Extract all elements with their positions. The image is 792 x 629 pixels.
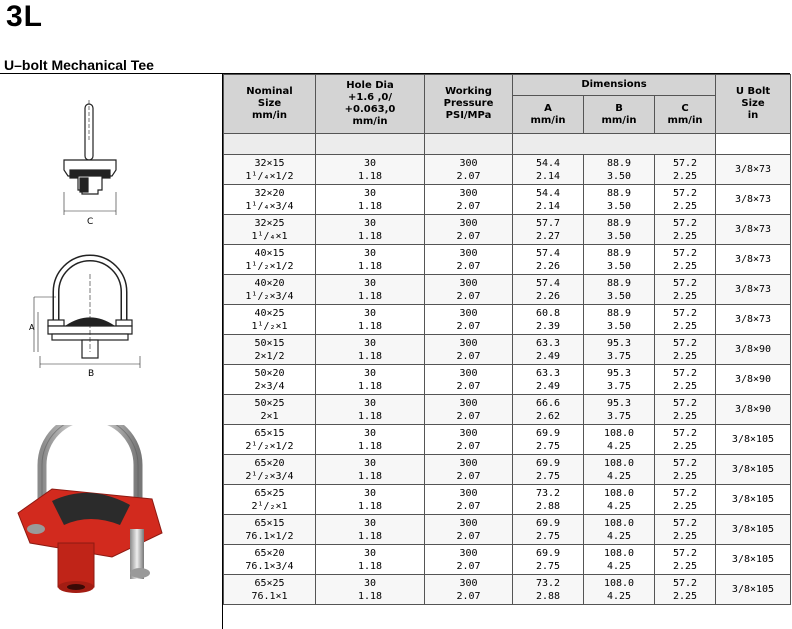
cell-nominal-size: 65×20 2¹/₂×3/4 <box>224 455 316 485</box>
cell-hole-dia: 30 1.18 <box>316 365 425 395</box>
cell-dim-a: 57.4 2.26 <box>513 275 584 305</box>
table-row <box>224 365 791 395</box>
cell-dim-a: 54.4 2.14 <box>513 185 584 215</box>
cell-hole-dia: 30 1.18 <box>316 485 425 515</box>
cell-dim-a: 63.3 2.49 <box>513 365 584 395</box>
cell-dim-b: 95.3 3.75 <box>584 395 655 425</box>
cell-hole-dia: 30 1.18 <box>316 515 425 545</box>
cell-dim-c: 57.2 2.25 <box>655 515 716 545</box>
cell-working-pressure: 300 2.07 <box>425 185 513 215</box>
model-code: 3L <box>6 0 44 33</box>
cell-ubolt-size: 3/8×105 <box>716 515 791 545</box>
table-row <box>224 575 791 605</box>
cell-nominal-size: 50×25 2×1 <box>224 395 316 425</box>
cell-ubolt-size: 3/8×90 <box>716 395 791 425</box>
cell-working-pressure: 300 2.07 <box>425 425 513 455</box>
cell-nominal-size: 65×20 76.1×3/4 <box>224 545 316 575</box>
table-row <box>224 275 791 305</box>
cell-dim-b: 88.9 3.50 <box>584 185 655 215</box>
cell-nominal-size: 50×15 2×1/2 <box>224 335 316 365</box>
cell-dim-c: 57.2 2.25 <box>655 545 716 575</box>
cell-ubolt-size: 3/8×73 <box>716 305 791 335</box>
cell-hole-dia: 30 1.18 <box>316 455 425 485</box>
table-row <box>224 245 791 275</box>
dimension-b-label: B <box>88 369 95 379</box>
cell-dim-b: 88.9 3.50 <box>584 305 655 335</box>
col-working-pressure: Working Pressure PSI/MPa <box>425 75 513 134</box>
cell-dim-c: 57.2 2.25 <box>655 425 716 455</box>
cell-nominal-size: 50×20 2×3/4 <box>224 365 316 395</box>
cell-nominal-size: 32×25 1¹/₄×1 <box>224 215 316 245</box>
table-row <box>224 185 791 215</box>
cell-dim-c: 57.2 2.25 <box>655 365 716 395</box>
cell-dim-a: 69.9 2.75 <box>513 515 584 545</box>
cell-dim-a: 69.9 2.75 <box>513 425 584 455</box>
cell-nominal-size: 65×25 76.1×1 <box>224 575 316 605</box>
cell-working-pressure: 300 2.07 <box>425 575 513 605</box>
table-row <box>224 455 791 485</box>
cell-ubolt-size: 3/8×105 <box>716 575 791 605</box>
cell-nominal-size: 40×25 1¹/₂×1 <box>224 305 316 335</box>
col-nominal-size: Nominal Size mm/in <box>224 75 316 134</box>
table-row <box>224 515 791 545</box>
cell-dim-b: 108.0 4.25 <box>584 485 655 515</box>
cell-ubolt-size: 3/8×73 <box>716 185 791 215</box>
cell-hole-dia: 30 1.18 <box>316 575 425 605</box>
cell-nominal-size: 65×15 2¹/₂×1/2 <box>224 425 316 455</box>
cell-working-pressure: 300 2.07 <box>425 275 513 305</box>
cell-dim-a: 57.7 2.27 <box>513 215 584 245</box>
col-hole-dia: Hole Dia +1.6 ,0/ +0.063,0 mm/in <box>316 75 425 134</box>
table-row <box>224 545 791 575</box>
table-row <box>224 425 791 455</box>
cell-dim-c: 57.2 2.25 <box>655 245 716 275</box>
cell-working-pressure: 300 2.07 <box>425 365 513 395</box>
cell-dim-b: 88.9 3.50 <box>584 215 655 245</box>
cell-dim-c: 57.2 2.25 <box>655 575 716 605</box>
cell-dim-c: 57.2 2.25 <box>655 155 716 185</box>
product-photo <box>12 425 172 605</box>
cell-hole-dia: 30 1.18 <box>316 545 425 575</box>
cell-ubolt-size: 3/8×73 <box>716 275 791 305</box>
cell-dim-b: 88.9 3.50 <box>584 245 655 275</box>
cell-ubolt-size: 3/8×90 <box>716 365 791 395</box>
cell-dim-a: 63.3 2.49 <box>513 335 584 365</box>
cell-ubolt-size: 3/8×105 <box>716 545 791 575</box>
cell-working-pressure: 300 2.07 <box>425 155 513 185</box>
cell-hole-dia: 30 1.18 <box>316 395 425 425</box>
cell-dim-a: 54.4 2.14 <box>513 155 584 185</box>
dimension-a-label: A <box>29 323 35 332</box>
cell-ubolt-size: 3/8×73 <box>716 215 791 245</box>
cell-dim-b: 108.0 4.25 <box>584 575 655 605</box>
cell-dim-b: 108.0 4.25 <box>584 455 655 485</box>
cell-dim-a: 73.2 2.88 <box>513 485 584 515</box>
cell-ubolt-size: 3/8×105 <box>716 455 791 485</box>
cell-dim-c: 57.2 2.25 <box>655 275 716 305</box>
cell-hole-dia: 30 1.18 <box>316 335 425 365</box>
cell-dim-a: 66.6 2.62 <box>513 395 584 425</box>
header-spacer-row <box>224 134 791 155</box>
product-title: U–bolt Mechanical Tee <box>4 57 154 73</box>
cell-dim-a: 69.9 2.75 <box>513 545 584 575</box>
cell-working-pressure: 300 2.07 <box>425 305 513 335</box>
cell-working-pressure: 300 2.07 <box>425 455 513 485</box>
cell-working-pressure: 300 2.07 <box>425 515 513 545</box>
cell-dim-a: 73.2 2.88 <box>513 575 584 605</box>
cell-nominal-size: 32×15 1¹/₄×1/2 <box>224 155 316 185</box>
cell-nominal-size: 40×20 1¹/₂×3/4 <box>224 275 316 305</box>
cell-nominal-size: 65×25 2¹/₂×1 <box>224 485 316 515</box>
cell-dim-c: 57.2 2.25 <box>655 305 716 335</box>
cell-dim-a: 57.4 2.26 <box>513 245 584 275</box>
cell-hole-dia: 30 1.18 <box>316 275 425 305</box>
cell-working-pressure: 300 2.07 <box>425 335 513 365</box>
cell-ubolt-size: 3/8×73 <box>716 155 791 185</box>
table-row <box>224 305 791 335</box>
cell-nominal-size: 40×15 1¹/₂×1/2 <box>224 245 316 275</box>
side-view-drawing <box>50 100 150 230</box>
cell-dim-c: 57.2 2.25 <box>655 395 716 425</box>
col-dim-a: A mm/in <box>513 96 584 134</box>
cell-dim-b: 95.3 3.75 <box>584 335 655 365</box>
cell-dim-c: 57.2 2.25 <box>655 335 716 365</box>
table-row <box>224 395 791 425</box>
cell-dim-c: 57.2 2.25 <box>655 215 716 245</box>
col-dimensions: Dimensions <box>513 75 716 96</box>
cell-nominal-size: 65×15 76.1×1/2 <box>224 515 316 545</box>
cell-hole-dia: 30 1.18 <box>316 305 425 335</box>
cell-dim-b: 88.9 3.50 <box>584 275 655 305</box>
cell-dim-a: 60.8 2.39 <box>513 305 584 335</box>
cell-nominal-size: 32×20 1¹/₄×3/4 <box>224 185 316 215</box>
cell-dim-c: 57.2 2.25 <box>655 455 716 485</box>
cell-working-pressure: 300 2.07 <box>425 545 513 575</box>
cell-dim-a: 69.9 2.75 <box>513 455 584 485</box>
cell-hole-dia: 30 1.18 <box>316 155 425 185</box>
cell-dim-b: 88.9 3.50 <box>584 155 655 185</box>
cell-hole-dia: 30 1.18 <box>316 185 425 215</box>
col-ubolt-size: U Bolt Size in <box>716 75 791 134</box>
cell-hole-dia: 30 1.18 <box>316 425 425 455</box>
spec-table <box>223 74 791 605</box>
cell-hole-dia: 30 1.18 <box>316 245 425 275</box>
cell-ubolt-size: 3/8×105 <box>716 485 791 515</box>
cell-working-pressure: 300 2.07 <box>425 485 513 515</box>
cell-ubolt-size: 3/8×73 <box>716 245 791 275</box>
table-row <box>224 335 791 365</box>
dimension-c-label: C <box>87 217 94 227</box>
table-row <box>224 215 791 245</box>
cell-dim-b: 108.0 4.25 <box>584 425 655 455</box>
cell-dim-c: 57.2 2.25 <box>655 185 716 215</box>
table-row <box>224 155 791 185</box>
table-row <box>224 485 791 515</box>
cell-hole-dia: 30 1.18 <box>316 215 425 245</box>
cell-dim-b: 108.0 4.25 <box>584 545 655 575</box>
front-view-drawing <box>26 252 156 382</box>
cell-working-pressure: 300 2.07 <box>425 395 513 425</box>
cell-dim-b: 95.3 3.75 <box>584 365 655 395</box>
cell-ubolt-size: 3/8×90 <box>716 335 791 365</box>
col-dim-c: C mm/in <box>655 96 716 134</box>
cell-working-pressure: 300 2.07 <box>425 245 513 275</box>
cell-ubolt-size: 3/8×105 <box>716 425 791 455</box>
cell-working-pressure: 300 2.07 <box>425 215 513 245</box>
col-dim-b: B mm/in <box>584 96 655 134</box>
cell-dim-b: 108.0 4.25 <box>584 515 655 545</box>
cell-dim-c: 57.2 2.25 <box>655 485 716 515</box>
